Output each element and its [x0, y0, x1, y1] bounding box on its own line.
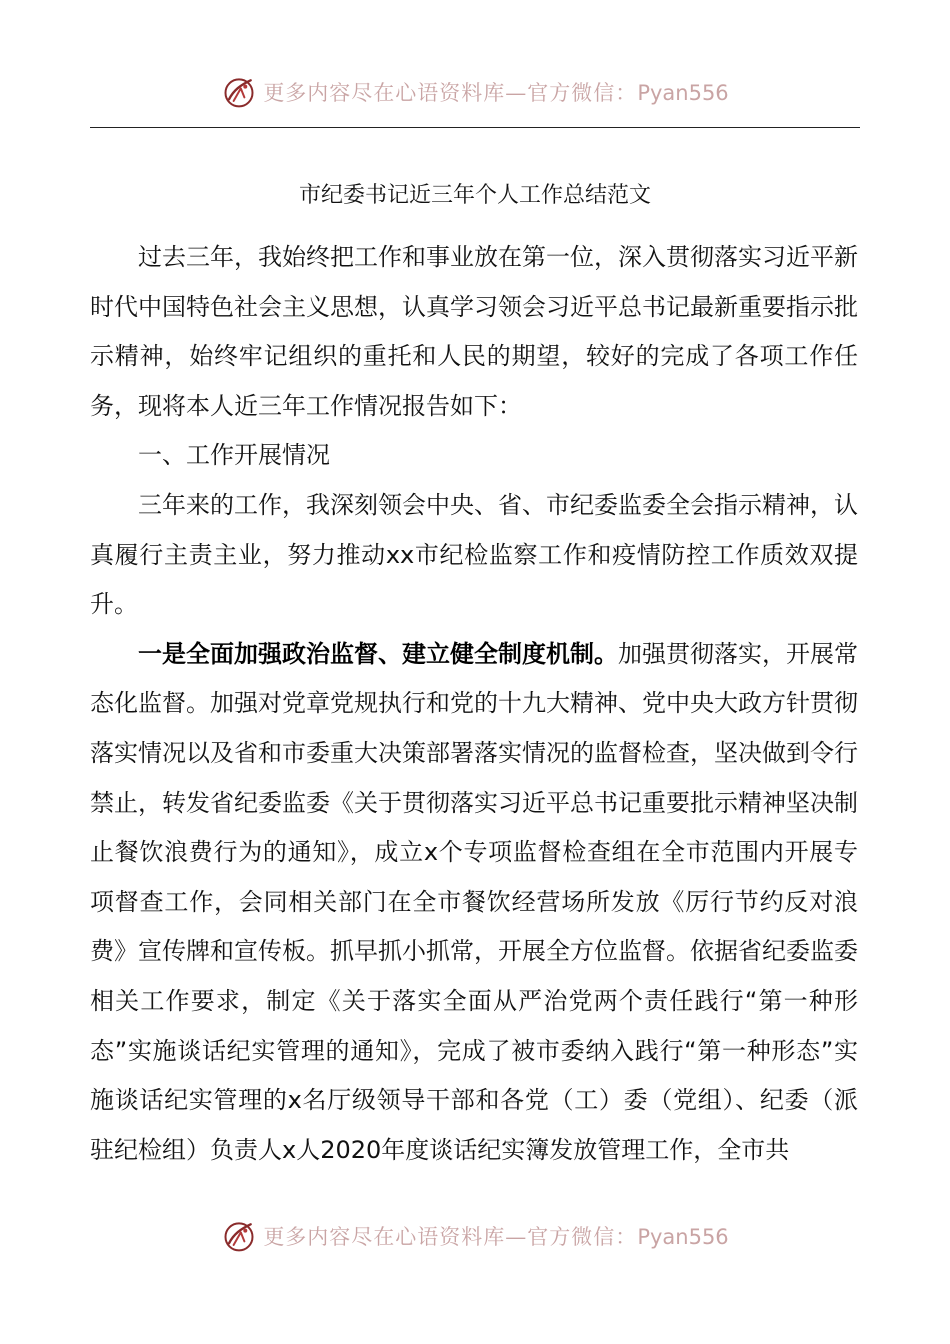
- header-watermark: [0, 70, 950, 114]
- section-heading: 一、工作开展情况: [138, 441, 330, 470]
- logo-icon: [221, 1218, 257, 1254]
- logo-icon: [221, 74, 257, 110]
- watermark-text: 更多内容尽在心语资料库—官方微信：Pyan556: [263, 1225, 729, 1249]
- document-title: 市纪委书记近三年个人工作总结范文: [298, 183, 651, 208]
- header-divider: [90, 127, 860, 128]
- paragraph: 三年来的工作，我深刻领会中央、省、市纪委监委全会指示精神，认真履行主责主业，努力推动xx市纪检监察工作和疫情防控工作质效双提升。: [90, 490, 858, 619]
- document-body: [90, 233, 858, 1175]
- watermark-text: 更多内容尽在心语资料库—官方微信：Pyan556: [263, 81, 729, 105]
- footer-watermark: [0, 1214, 950, 1258]
- paragraph: 一是全面加强政治监督、建立健全制度机制。加强贯彻落实，开展常态化监督。加强对党章党规执行和党的十九大精神、党中央大政方针贯彻落实情况以及省和市委重大决策部署落实情况的监督检查，坚决做到令行禁止，转发省纪委监委《关于贯彻落实习近平总书记重要批示精神坚决制止餐饮浪费行为的通知》，成立x个专项监督检查组在全市范围内开展专项督查工作，会同相关部门在全市餐饮经营场所发放《厉行节约反对浪费》宣传牌和宣传板。抓早抓小抓常，开展全方位监督。依据省纪委监委相关工作要求，制定《关于落实全面从严治党两个责任践行“第一种形态”实施谈话纪实管理的通知》，完成了被市委纳入践行“第一种形态”实施谈话纪实管理的x名厅级领导干部和各党（工）委（党组）、纪委（派驻纪检组）负责人x人2020年度谈话纪实簿发放管理工作，全市共: [90, 639, 858, 1164]
- paragraph: 过去三年，我始终把工作和事业放在第一位，深入贯彻落实习近平新时代中国特色社会主义思想，认真学习领会习近平总书记最新重要指示批示精神，始终牢记组织的重托和人民的期望，较好的完成了各项工作任务，现将本人近三年工作情况报告如下：: [90, 243, 858, 420]
